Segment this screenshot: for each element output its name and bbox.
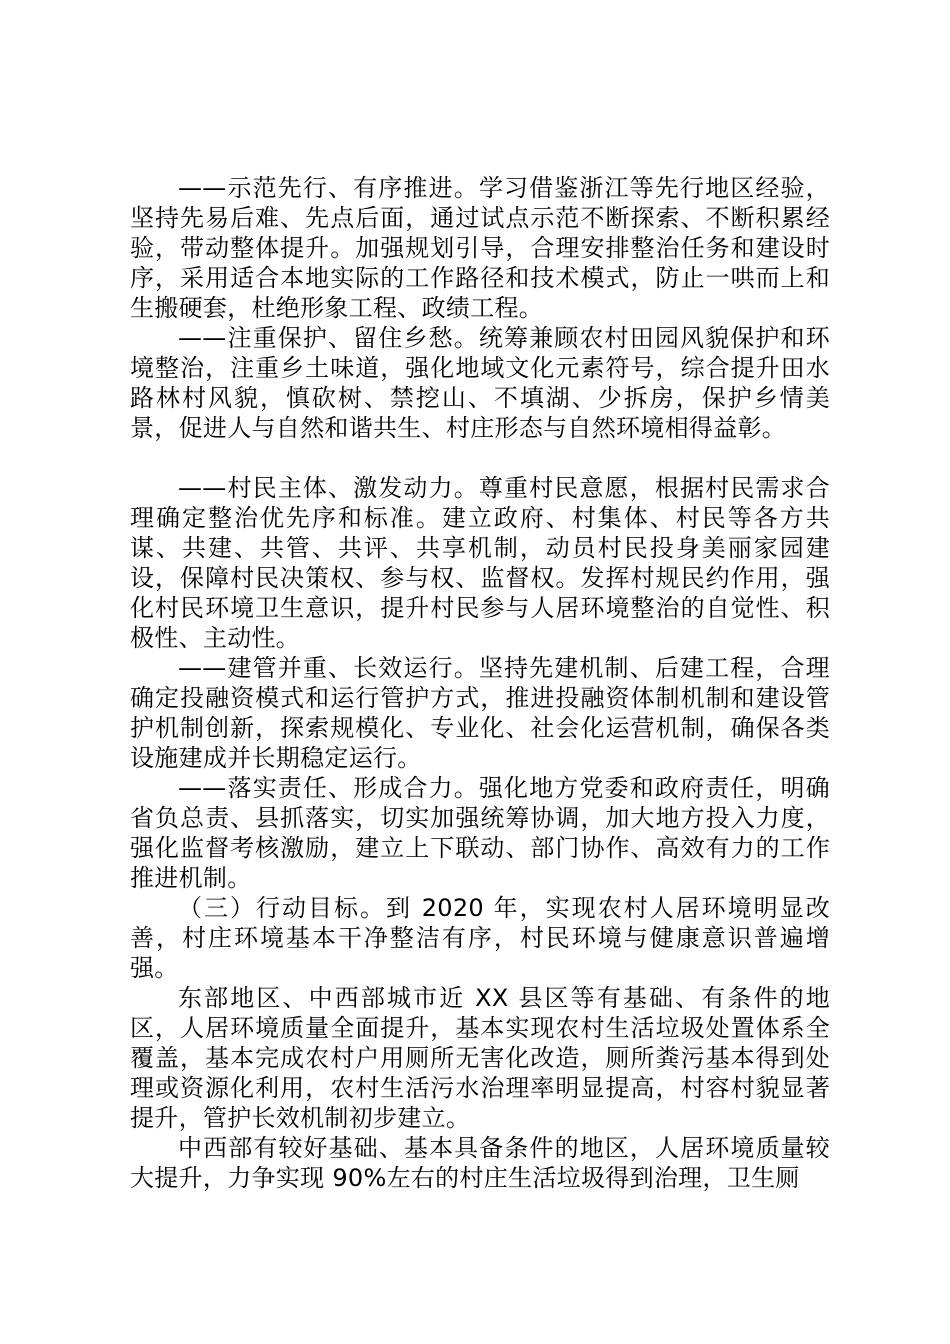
paragraph-protection-nostalgia: ——注重保护、留住乡愁。统筹兼顾农村田园风貌保护和环境整治，注重乡土味道，强化地域文化元素符号，综合提升田水路林村风貌，慎砍树、禁挖山、不填湖、少拆房，保护乡情美景，促进人与自然和谐共生、村庄形态与自然环境相得益彰。	[130, 324, 830, 442]
paragraph-villager-subject: ——村民主体、激发动力。尊重村民意愿，根据村民需求合理确定整治优先序和标准。建立政府、村集体、村民等各方共谋、共建、共管、共评、共享机制，动员村民投身美丽家园建设，保障村民决策权、参与权、监督权。发挥村规民约作用，强化村民环境卫生意识，提升村民参与人居环境整治的自觉性、积极性、主动性。	[130, 474, 830, 652]
paragraph-eastern-regions: 东部地区、中西部城市近 XX 县区等有基础、有条件的地区，人居环境质量全面提升，基本实现农村生活垃圾处置体系全覆盖，基本完成农村户用厕所无害化改造，厕所粪污基本得到处理或资源化利用，农村生活污水治理率明显提高，村容村貌显著提升，管护长效机制初步建立。	[130, 984, 830, 1132]
paragraph-central-western-regions: 中西部有较好基础、基本具备条件的地区，人居环境质量较大提升，力争实现 90%左右的村庄生活垃圾得到治理，卫生厕	[130, 1134, 830, 1192]
paragraph-action-goals: （三）行动目标。到 2020 年，实现农村人居环境明显改善，村庄环境基本干净整洁有序，村民环境与健康意识普遍增强。	[130, 894, 830, 982]
document-body	[130, 173, 830, 1193]
paragraph-implement-responsibility: ——落实责任、形成合力。强化地方党委和政府责任，明确省负总责、县抓落实，切实加强统筹协调，加大地方投入力度，强化监督考核激励，建立上下联动、部门协作、高效有力的工作推进机制。	[130, 774, 830, 892]
paragraph-demonstration-first: ——示范先行、有序推进。学习借鉴浙江等先行地区经验，坚持先易后难、先点后面，通过试点示范不断探索、不断积累经验，带动整体提升。加强规划引导，合理安排整治任务和建设时序，采用适合本地实际的工作路径和技术模式，防止一哄而上和生搬硬套，杜绝形象工程、政绩工程。	[130, 174, 830, 322]
paragraph-build-and-manage: ——建管并重、长效运行。坚持先建机制、后建工程，合理确定投融资模式和运行管护方式，推进投融资体制机制和建设管护机制创新，探索规模化、专业化、社会化运营机制，确保各类设施建成并长期稳定运行。	[130, 654, 830, 772]
